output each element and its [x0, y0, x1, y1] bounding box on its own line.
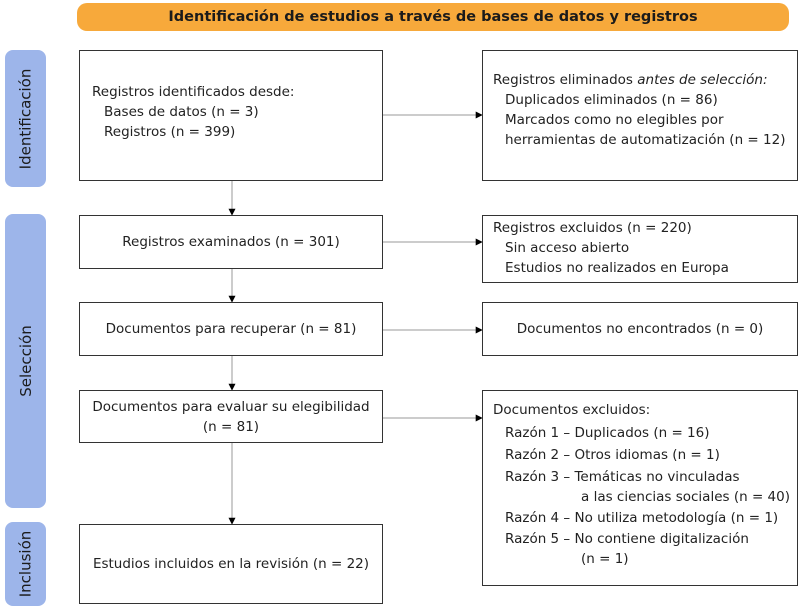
eligibility-line2: (n = 81)	[202, 418, 260, 435]
reports-retrieval-text: Documentos para recuperar (n = 81)	[105, 321, 357, 337]
reason-4: Razón 4 – No utiliza metodología (n = 1)	[505, 509, 779, 526]
box-reports-excluded	[482, 390, 798, 586]
box-studies-included	[79, 524, 383, 604]
marked-ineligible-1: Marcados como no elegibles por	[505, 112, 724, 128]
box-records-removed	[482, 50, 798, 181]
box-reports-eligibility	[79, 390, 383, 443]
excluded-not-europe: Estudios no realizados en Europa	[505, 260, 729, 276]
phase-seleccion-label: Selección	[16, 325, 35, 397]
box-records-screened	[79, 215, 383, 269]
records-screened-text: Registros examinados (n = 301)	[122, 234, 340, 250]
box-records-excluded	[482, 215, 798, 283]
records-registers: Registros (n = 399)	[104, 124, 236, 140]
reason-3a: Razón 3 – Temáticas no vinculadas	[505, 468, 740, 485]
box-reports-retrieval	[79, 302, 383, 356]
diagram-title: Identificación de estudios a través de bases de datos y registros	[77, 3, 789, 31]
records-removed-heading	[493, 70, 797, 90]
reason-2: Razón 2 – Otros idiomas (n = 1)	[505, 447, 720, 463]
eligibility-line1: Documentos para evaluar su elegibilidad	[92, 398, 370, 415]
duplicates-removed: Duplicados eliminados (n = 86)	[505, 92, 718, 108]
reason-5b: (n = 1)	[581, 551, 629, 567]
records-removed-heading-italic: antes de selección:	[637, 72, 768, 88]
records-removed-heading-normal: Registros eliminados	[493, 72, 638, 88]
records-excluded-heading: Registros excluidos (n = 220)	[493, 220, 692, 236]
reason-3b: a las ciencias sociales (n = 40)	[581, 488, 790, 505]
excluded-no-open-access: Sin acceso abierto	[505, 240, 630, 256]
box-reports-not-found	[482, 302, 798, 356]
records-databases: Bases de datos (n = 3)	[104, 104, 259, 120]
marked-ineligible-2: herramientas de automatización (n = 12)	[505, 132, 786, 148]
reason-1: Razón 1 – Duplicados (n = 16)	[505, 424, 710, 441]
box-records-identified	[79, 50, 383, 181]
reports-excluded-heading: Documentos excluidos:	[493, 402, 651, 418]
phase-inclusion-label: Inclusión	[16, 530, 35, 598]
studies-included-text: Estudios incluidos en la revisión (n = 22)	[92, 556, 370, 572]
records-identified-heading: Registros identificados desde:	[92, 84, 295, 100]
reason-5a: Razón 5 – No contiene digitalización	[505, 531, 749, 547]
phase-identificacion-label: Identificación	[16, 68, 35, 169]
reports-not-found-text: Documentos no encontrados (n = 0)	[516, 321, 764, 337]
